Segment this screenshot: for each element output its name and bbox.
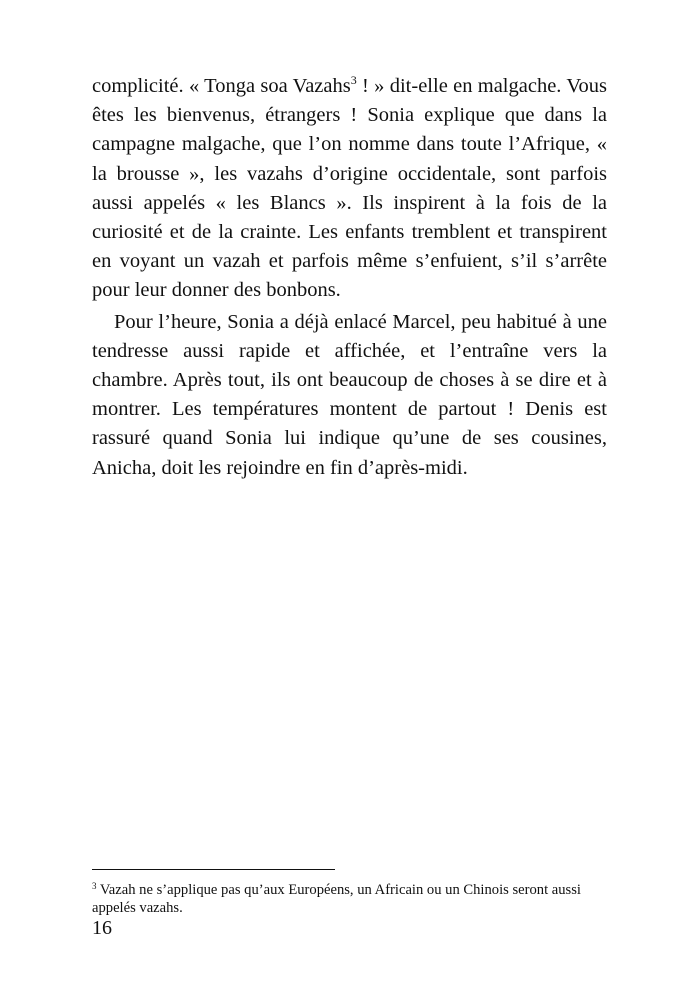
footnote [92,881,607,917]
footnote-marker: 3 [92,881,97,891]
paragraph-1-rest: ! » dit-elle en malgache. Vous êtes les bienvenus, étrangers ! Sonia explique que dans la campagne malgache, que l’on nomme dans toute l’Afrique, « la brousse », les vazahs d’origine occidentale, sont parfois aussi appelés « les Blancs ». Ils inspirent à la fois de la curiosité et de la crainte. Les enfants tremblent et transpirent en voyant un vazah et parfois même s’enfuient, s’il s’arrête pour leur donner des bonbons. [92,75,608,302]
paragraph-1 [92,72,607,306]
footnote-text: Vazah ne s’applique pas qu’aux Européens, un Africain ou un Chinois seront aussi appelés vazahs. [92,882,581,916]
paragraph-1-start: complicité. « Tonga soa Vazahs [92,75,351,97]
paragraph-2: Pour l’heure, Sonia a déjà enlacé Marcel, peu habitué à une tendresse aussi rapide et affichée, et l’entraîne vers la chambre. Après tout, ils ont beaucoup de choses à se dire et à montrer. Les températures montent de partout ! Denis est rassuré quand Sonia lui indique qu’une de ses cousines, Anicha, doit les rejoindre en fin d’après-midi. [92,310,607,479]
footnote-separator [92,869,335,870]
footnote-reference: 3 [350,73,357,87]
page-number: 16 [92,917,112,939]
page-body [92,72,607,483]
